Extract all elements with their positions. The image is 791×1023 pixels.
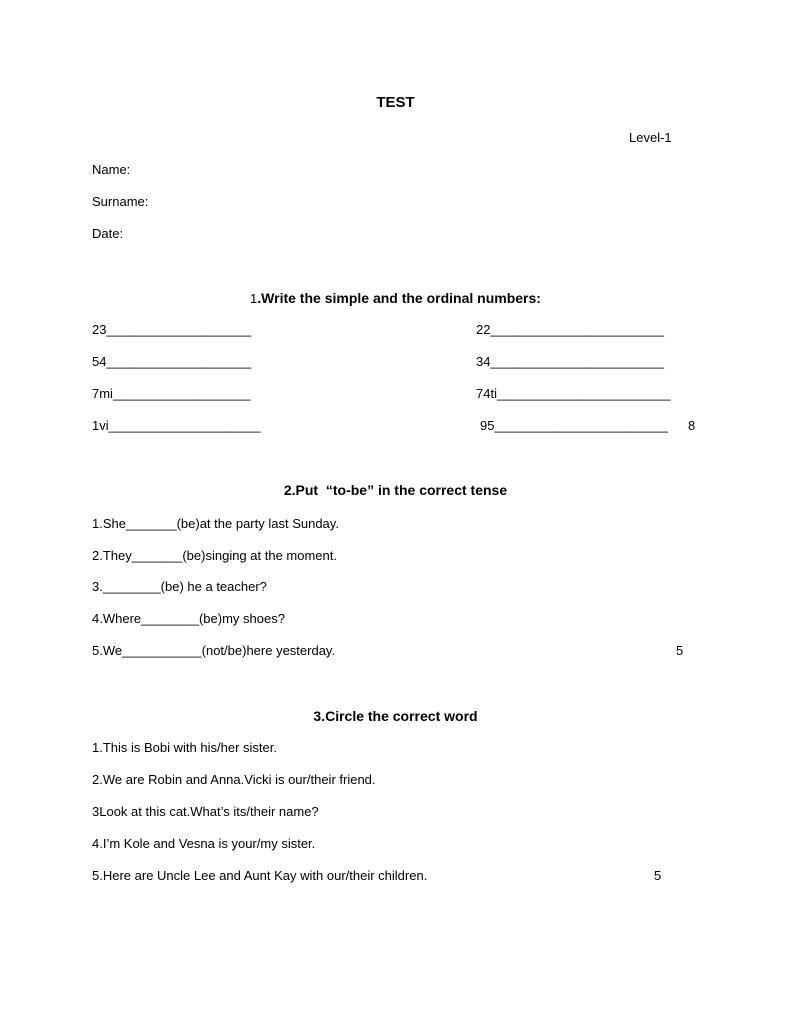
tobe-item: 1.She_______(be)at the party last Sunday. <box>92 516 339 531</box>
name-field-label: Name: <box>92 162 131 177</box>
circle-item: 4.I’m Kole and Vesna is your/my sister. <box>92 836 316 851</box>
level-label: Level-1 <box>629 130 672 145</box>
section1-score: 8 <box>688 418 696 433</box>
number-item-right: 74ti________________________ <box>476 386 671 401</box>
circle-item: 1.This is Bobi with his/her sister. <box>92 740 277 755</box>
page-title: TEST <box>376 94 415 111</box>
section3-heading: 3.Circle the correct word <box>313 708 478 724</box>
circle-item: 3Look at this cat.What’s its/their name? <box>92 804 319 819</box>
number-item-left: 54____________________ <box>92 354 252 369</box>
tobe-item: 5.We___________(not/be)here yesterday. <box>92 643 336 658</box>
section1-heading-text: .Write the simple and the ordinal numbers: <box>257 290 541 306</box>
number-item-right: 95________________________ <box>480 418 668 433</box>
section1-number: 1 <box>250 291 258 306</box>
tobe-item: 2.They_______(be)singing at the moment. <box>92 548 337 563</box>
number-item-left: 1vi_____________________ <box>92 418 261 433</box>
number-item-right: 22________________________ <box>476 322 664 337</box>
section3-score: 5 <box>654 868 662 883</box>
circle-item: 5.Here are Uncle Lee and Aunt Kay with our/their children. <box>92 868 428 883</box>
section1-heading <box>0 290 791 307</box>
section2-heading: 2.Put “to-be” in the correct tense <box>283 482 508 498</box>
surname-field-label: Surname: <box>92 194 149 209</box>
circle-item: 2.We are Robin and Anna.Vicki is our/their friend. <box>92 772 376 787</box>
number-item-left: 7mi___________________ <box>92 386 251 401</box>
tobe-item: 4.Where________(be)my shoes? <box>92 611 285 626</box>
number-item-left: 23____________________ <box>92 322 252 337</box>
tobe-item: 3.________(be) he a teacher? <box>92 579 267 594</box>
date-field-label: Date: <box>92 226 124 241</box>
section2-score: 5 <box>676 643 684 658</box>
number-item-right: 34________________________ <box>476 354 664 369</box>
